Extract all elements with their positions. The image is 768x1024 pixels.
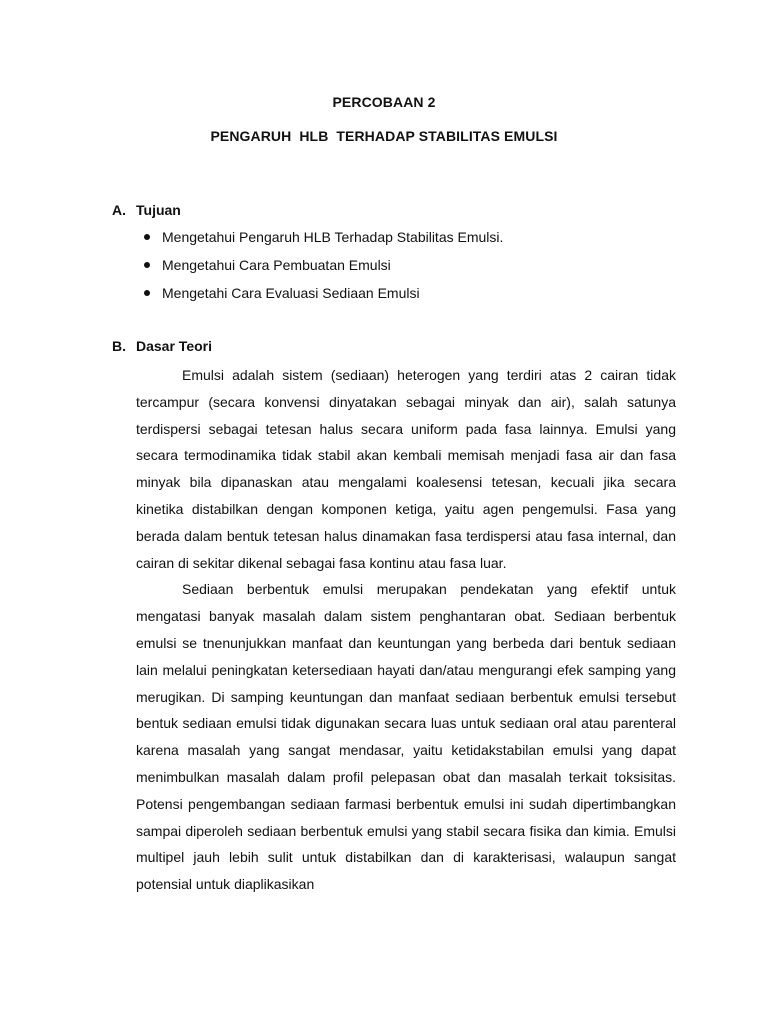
paragraph: Sediaan berbentuk emulsi merupakan pendekatan yang efektif untuk mengatasi banyak masalah dalam sistem penghantaran obat. Sediaan berbentuk emulsi se tnenunjukkan manfaat dan keuntungan yang berbeda dari bentuk sediaan lain melalui peningkatan ketersediaan hayati dan/atau mengurangi efek samping yang merugikan. Di samping keuntungan dan manfaat sediaan berbentuk emulsi tersebut bentuk sediaan emulsi tidak digunakan secara luas untuk sediaan oral atau parenteral karena masalah yang sangat mendasar, yaitu ketidakstabilan emulsi yang dapat menimbulkan masalah dalam profil pelepasan obat dan masalah terkait toksisitas. Potensi pengembangan sediaan farmasi berbentuk emulsi ini sudah dipertimbangkan sampai diperoleh sediaan berbentuk emulsi yang stabil secara fisika dan kimia. Emulsi multipel jauh lebih sulit untuk distabilkan dan di karakterisasi, walaupun sangat potensial untuk diaplikasikan bbox=[136, 581, 676, 893]
list-item-text: Mengetahui Cara Pembuatan Emulsi bbox=[162, 257, 391, 273]
document-subtitle: PENGARUH HLB TERHADAP STABILITAS EMULSI bbox=[210, 128, 558, 144]
document-title: PERCOBAAN 2 bbox=[332, 94, 436, 110]
bullet-icon bbox=[144, 290, 150, 296]
bullet-icon bbox=[144, 234, 150, 240]
list-item-text: Mengetahi Cara Evaluasi Sediaan Emulsi bbox=[162, 285, 420, 301]
list-item-text: Mengetahui Pengaruh HLB Terhadap Stabilitas Emulsi. bbox=[162, 229, 504, 245]
section-a-title: Tujuan bbox=[136, 202, 181, 218]
paragraph: Emulsi adalah sistem (sediaan) heterogen yang terdiri atas 2 cairan tidak tercampur (secara konvensi dinyatakan sebagai minyak dan air), salah satunya terdispersi sebagai tetesan halus secara uniform pada fasa lainnya. Emulsi yang secara termodinamika tidak stabil akan kembali memisah menjadi fasa air dan fasa minyak bila dipanaskan atau mengalami koalesensi tetesan, kecuali jika secara kinetika distabilkan dengan komponen ketiga, yaitu agen pengemulsi. Fasa yang berada dalam bentuk tetesan halus dinamakan fasa terdispersi atau fasa internal, dan cairan di sekitar dikenal sebagai fasa kontinu atau fasa luar. bbox=[136, 367, 676, 571]
list-item bbox=[142, 284, 503, 312]
objectives-list bbox=[142, 228, 503, 312]
bullet-icon bbox=[144, 262, 150, 268]
theory-body bbox=[136, 362, 676, 898]
list-item bbox=[142, 228, 503, 256]
section-b-letter: B. bbox=[112, 338, 126, 354]
section-b-heading bbox=[112, 338, 212, 354]
section-a-heading bbox=[112, 202, 181, 218]
list-item bbox=[142, 256, 503, 284]
section-b-title: Dasar Teori bbox=[136, 338, 212, 354]
section-a-letter: A. bbox=[112, 202, 126, 218]
